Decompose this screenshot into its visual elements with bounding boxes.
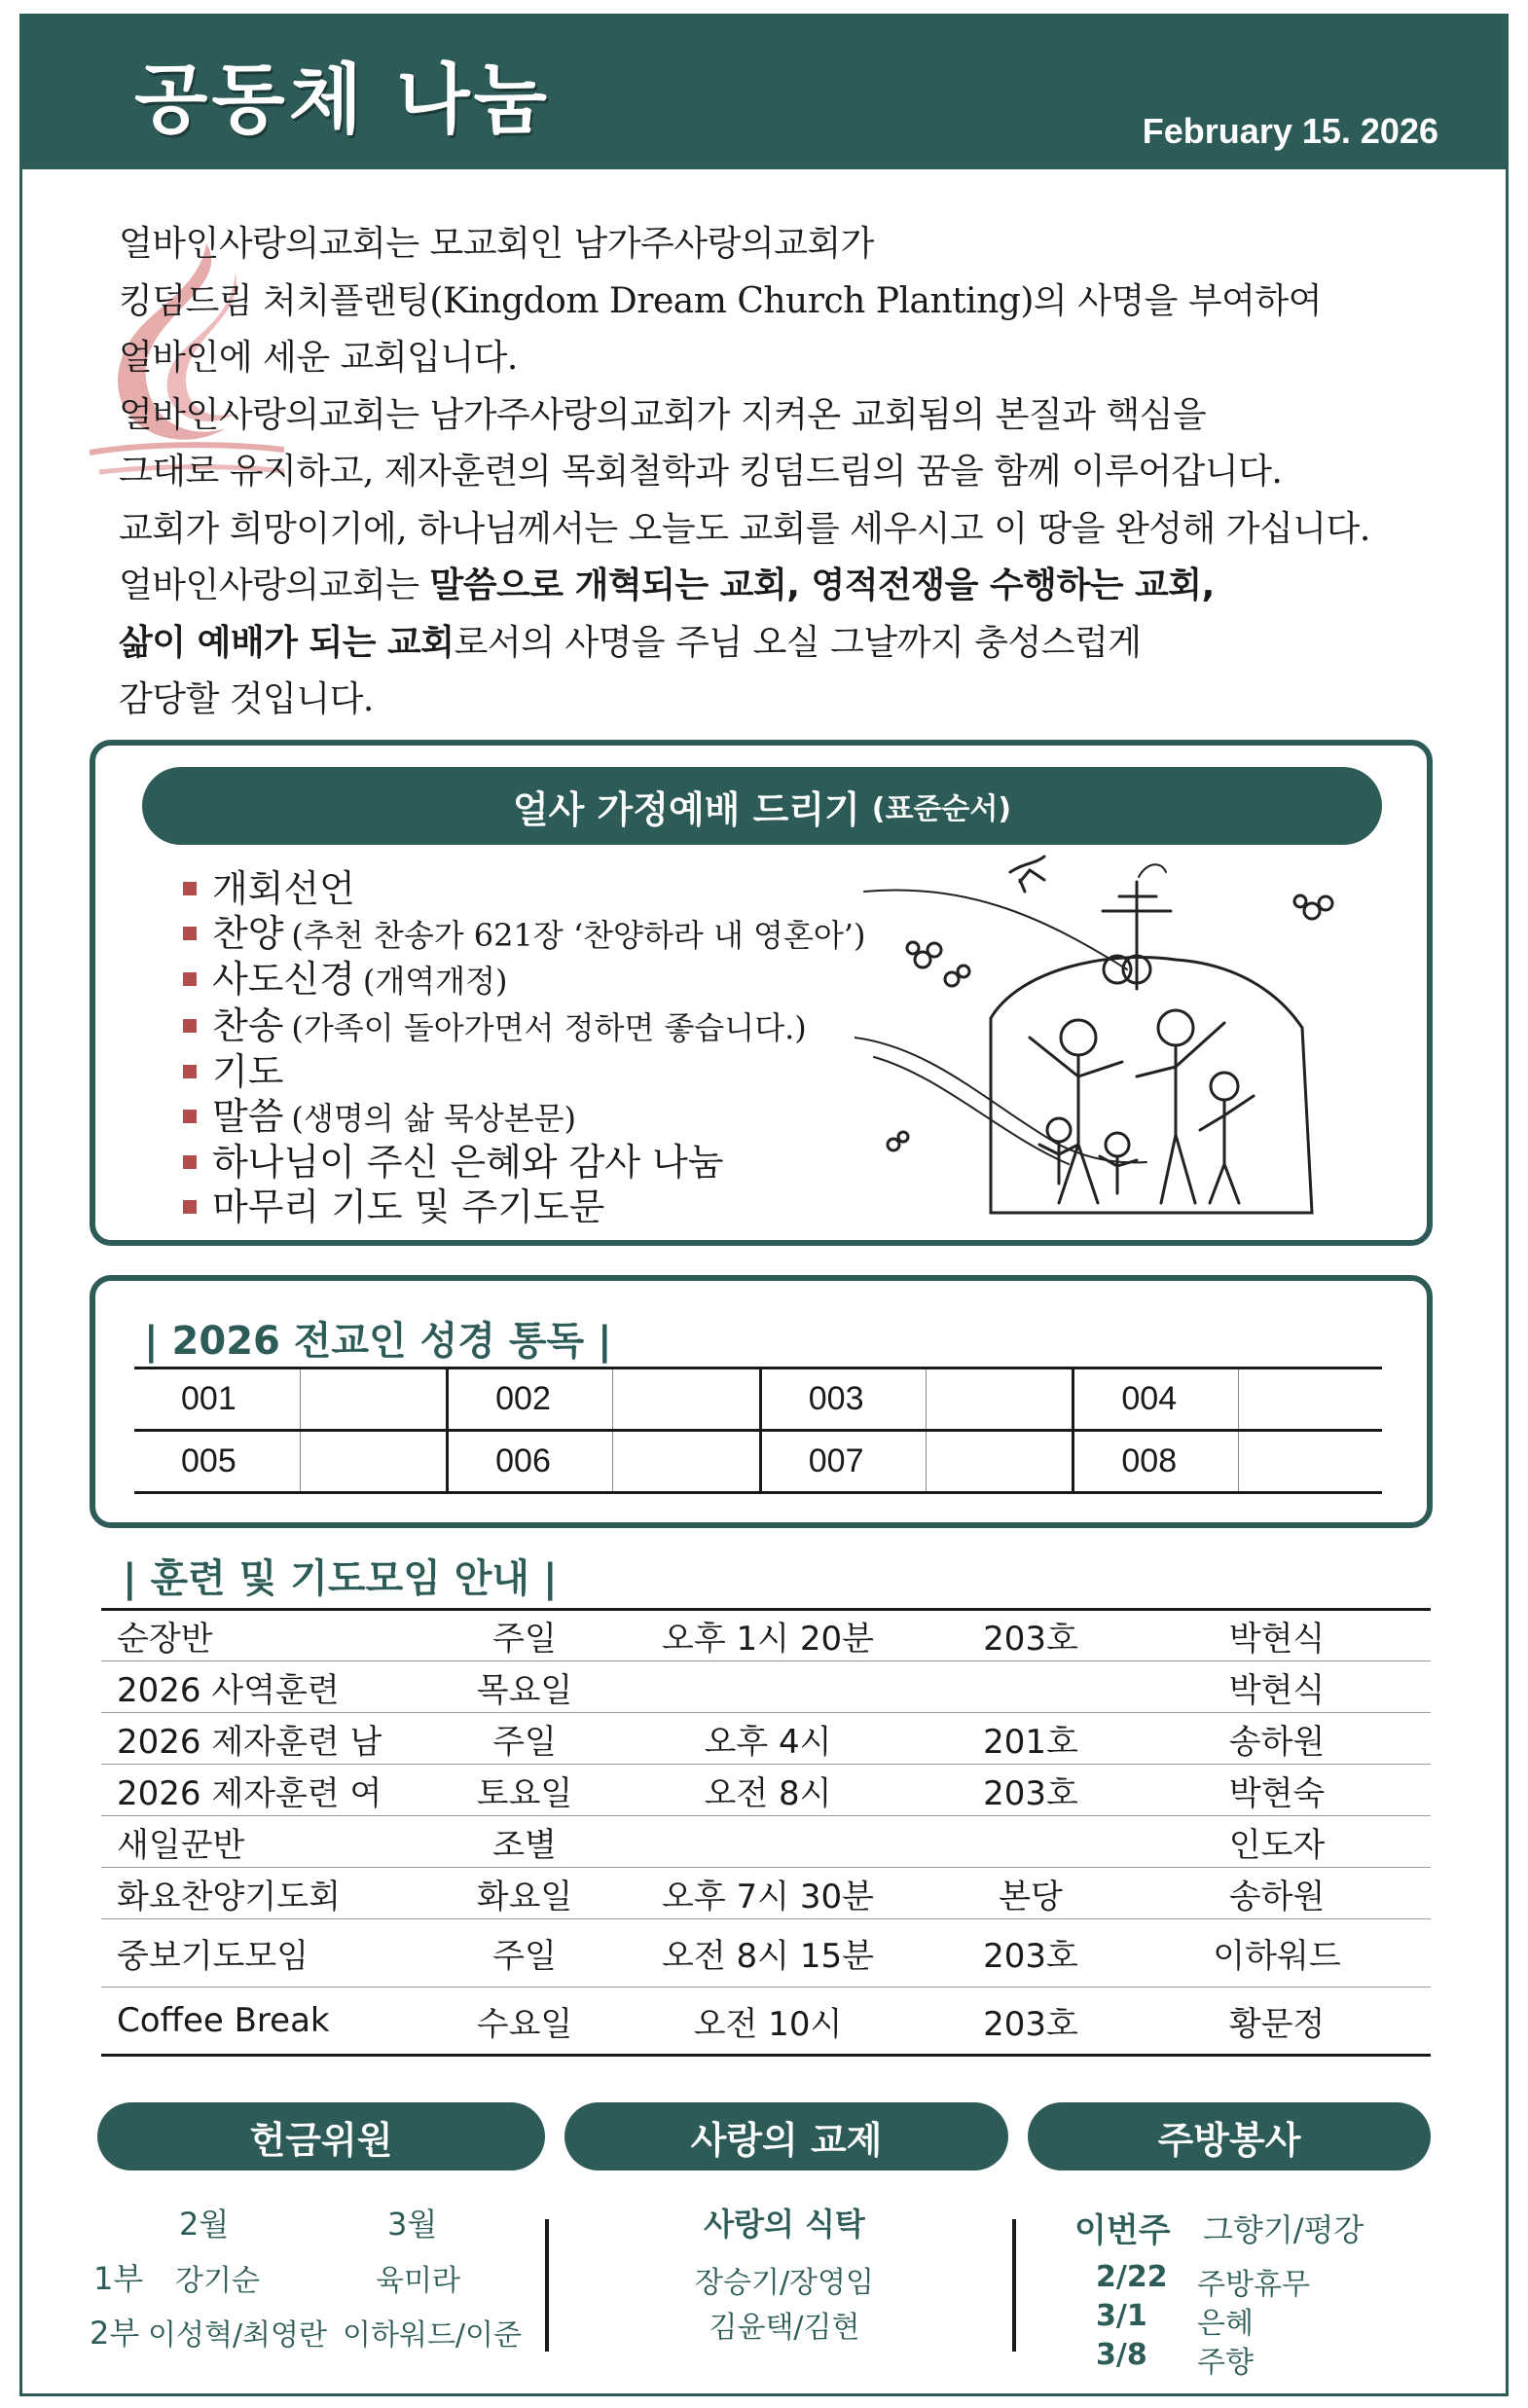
intro-line: 감당할 것입니다. bbox=[119, 679, 374, 719]
offering-month: 3월 bbox=[387, 2206, 438, 2243]
list-item bbox=[183, 1095, 865, 1142]
list-item bbox=[183, 912, 865, 959]
program-time: 오후 4시 bbox=[704, 1722, 832, 1762]
intro-line: 킹덤드림 처치플랜팅(Kingdom Dream Church Planting)의 사명을 부여하여 bbox=[119, 280, 1322, 321]
program-room: 203호 bbox=[983, 1937, 1078, 1976]
kitchen-team: 주향 bbox=[1197, 2346, 1254, 2380]
family-church-illustration-icon bbox=[855, 853, 1400, 1232]
table-row bbox=[101, 1988, 1431, 2056]
program-room: 203호 bbox=[983, 2004, 1078, 2044]
intro-line: 얼바인에 세운 교회입니다. bbox=[119, 338, 518, 378]
offering-member: 이하워드/이준 bbox=[343, 2318, 522, 2353]
program-room bbox=[938, 1816, 1123, 1868]
program-name: 순장반 bbox=[117, 1620, 213, 1659]
reading-number: 006 bbox=[448, 1431, 613, 1493]
program-room: 201호 bbox=[983, 1722, 1078, 1762]
table-row bbox=[101, 1919, 1431, 1988]
program-leader: 이하워드 bbox=[1213, 1937, 1341, 1976]
program-leader: 인도자 bbox=[1228, 1825, 1326, 1865]
intro-line: 그대로 유지하고, 제자훈련의 목회철학과 킹덤드림의 꿈을 함께 이루어갑니다. bbox=[119, 452, 1283, 492]
bible-reading-box bbox=[90, 1275, 1433, 1528]
list-item bbox=[183, 867, 865, 912]
table-row bbox=[101, 1765, 1431, 1816]
program-time: 오후 7시 30분 bbox=[662, 1877, 874, 1916]
square-bullet-icon bbox=[183, 1200, 197, 1214]
reading-check-cell[interactable] bbox=[613, 1431, 761, 1493]
reading-number: 001 bbox=[134, 1368, 300, 1431]
square-bullet-icon bbox=[183, 1155, 197, 1169]
intro-line bbox=[119, 558, 1462, 615]
bible-reading-title: | 2026 전교인 성경 통독 | bbox=[144, 1319, 612, 1364]
program-name: 2026 사역훈련 bbox=[117, 1670, 340, 1710]
order-label: 찬양 bbox=[212, 911, 284, 955]
program-time: 오전 10시 bbox=[693, 2004, 843, 2044]
program-time bbox=[598, 1661, 938, 1713]
program-name: 화요찬양기도회 bbox=[117, 1877, 341, 1916]
list-item bbox=[183, 1004, 865, 1051]
order-label: 기도 bbox=[212, 1050, 284, 1093]
order-note: (추천 찬송가 621장 ‘찬양하라 내 영혼아’) bbox=[291, 916, 866, 954]
fellowship-title: 사랑의 교제 bbox=[564, 2102, 1008, 2171]
table-row bbox=[101, 1868, 1431, 1919]
intro-line: 교회가 희망이기에, 하나님께서는 오늘도 교회를 세우시고 이 땅을 완성해 가십니다. bbox=[119, 508, 1370, 549]
program-leader: 송하원 bbox=[1228, 1877, 1326, 1916]
program-room: 203호 bbox=[983, 1620, 1078, 1659]
program-name: 중보기도모임 bbox=[117, 1937, 309, 1976]
reading-check-cell[interactable] bbox=[300, 1431, 448, 1493]
worship-order-list bbox=[183, 867, 865, 1229]
program-day: 토요일 bbox=[476, 1773, 573, 1813]
table-row bbox=[101, 1661, 1431, 1713]
square-bullet-icon bbox=[183, 1110, 197, 1123]
reading-number: 005 bbox=[134, 1431, 300, 1493]
program-leader: 박현숙 bbox=[1228, 1773, 1326, 1813]
table-row bbox=[101, 1610, 1431, 1661]
program-leader: 박현식 bbox=[1228, 1620, 1326, 1659]
column-divider bbox=[1012, 2219, 1016, 2352]
kitchen-date: 2/22 bbox=[1096, 2260, 1168, 2294]
service-label: 2부 bbox=[90, 2315, 140, 2352]
square-bullet-icon bbox=[183, 972, 197, 986]
program-day: 주일 bbox=[492, 1722, 557, 1762]
table-row bbox=[134, 1431, 1382, 1493]
program-name: 2026 제자훈련 여 bbox=[117, 1773, 382, 1813]
table-row bbox=[101, 1816, 1431, 1868]
program-day: 주일 bbox=[492, 1937, 557, 1976]
offering-committee-title: 헌금위원 bbox=[97, 2102, 545, 2171]
reading-check-cell[interactable] bbox=[926, 1368, 1073, 1431]
program-day: 목요일 bbox=[476, 1670, 573, 1710]
offering-member: 강기순 bbox=[175, 2264, 260, 2298]
program-room: 본당 bbox=[999, 1877, 1063, 1916]
intro-emphasis: 말씀으로 개혁되는 교회, 영적전쟁을 수행하는 교회, bbox=[429, 566, 1215, 605]
order-note: (가족이 돌아가면서 정하면 좋습니다.) bbox=[291, 1008, 807, 1046]
program-time: 오후 1시 20분 bbox=[662, 1620, 874, 1659]
program-leader: 송하원 bbox=[1228, 1722, 1326, 1762]
bible-reading-grid bbox=[134, 1367, 1382, 1494]
program-time bbox=[598, 1816, 938, 1868]
reading-check-cell[interactable] bbox=[613, 1368, 761, 1431]
church-mission-statement bbox=[119, 216, 1462, 729]
reading-check-cell[interactable] bbox=[1239, 1431, 1382, 1493]
kitchen-team: 은혜 bbox=[1197, 2307, 1254, 2341]
list-item bbox=[183, 1141, 865, 1186]
kitchen-team: 주방휴무 bbox=[1197, 2268, 1310, 2302]
list-item bbox=[183, 1050, 865, 1095]
table-row bbox=[134, 1368, 1382, 1431]
intro-line: 얼바인사랑의교회는 모교회인 남가주사랑의교회가 bbox=[119, 224, 874, 264]
offering-member: 육미라 bbox=[376, 2264, 460, 2298]
this-week-label: 이번주 bbox=[1074, 2211, 1171, 2250]
program-day: 조별 bbox=[492, 1825, 557, 1865]
family-worship-title-text: 얼사 가정예배 드리기 bbox=[512, 787, 860, 831]
program-leader: 황문정 bbox=[1228, 2004, 1326, 2044]
order-label: 말씀 bbox=[212, 1094, 284, 1138]
program-day: 수요일 bbox=[476, 2004, 573, 2044]
order-note: (생명의 삶 묵상본문) bbox=[291, 1099, 577, 1137]
reading-number: 003 bbox=[760, 1368, 926, 1431]
service-label: 1부 bbox=[93, 2260, 144, 2297]
order-label: 찬송 bbox=[212, 1003, 284, 1047]
offering-member: 이성혁/최영란 bbox=[148, 2318, 327, 2353]
square-bullet-icon bbox=[183, 882, 197, 895]
reading-check-cell[interactable] bbox=[926, 1431, 1073, 1493]
program-name: Coffee Break bbox=[117, 2001, 330, 2040]
reading-number: 002 bbox=[448, 1368, 613, 1431]
table-row bbox=[101, 1713, 1431, 1765]
this-week-names: 그향기/평강 bbox=[1203, 2211, 1364, 2248]
square-bullet-icon bbox=[183, 1065, 197, 1078]
family-worship-subtitle: (표준순서) bbox=[871, 792, 1012, 826]
fellowship-names: 김윤택/김현 bbox=[709, 2311, 860, 2345]
reading-number: 004 bbox=[1073, 1368, 1239, 1431]
kitchen-service-title: 주방봉사 bbox=[1028, 2102, 1431, 2171]
program-day: 화요일 bbox=[476, 1877, 573, 1916]
intro-text: 로서의 사명을 주님 오실 그날까지 충성스럽게 bbox=[454, 622, 1142, 663]
reading-check-cell[interactable] bbox=[1239, 1368, 1382, 1431]
order-label: 하나님이 주신 은혜와 감사 나눔 bbox=[212, 1141, 724, 1184]
program-day: 주일 bbox=[492, 1620, 557, 1659]
kitchen-date: 3/8 bbox=[1096, 2338, 1147, 2372]
intro-text: 얼바인사랑의교회는 bbox=[119, 566, 430, 605]
intro-line bbox=[119, 615, 1462, 673]
reading-number: 007 bbox=[760, 1431, 926, 1493]
family-worship-title bbox=[142, 767, 1382, 845]
offering-month: 2월 bbox=[179, 2206, 230, 2243]
kitchen-date: 3/1 bbox=[1096, 2299, 1147, 2333]
bulletin-date: February 15. 2026 bbox=[1142, 111, 1438, 151]
program-time: 오전 8시 15분 bbox=[662, 1937, 874, 1976]
intro-emphasis: 삶이 예배가 되는 교회 bbox=[119, 622, 455, 663]
order-label: 개회선언 bbox=[212, 867, 355, 910]
order-label: 사도신경 bbox=[212, 958, 355, 1001]
program-time: 오전 8시 bbox=[704, 1773, 832, 1813]
intro-line: 얼바인사랑의교회는 남가주사랑의교회가 지켜온 교회됨의 본질과 핵심을 bbox=[119, 394, 1207, 435]
page-title: 공동체 나눔 bbox=[134, 56, 551, 144]
program-name: 새일꾼반 bbox=[117, 1825, 245, 1865]
list-item bbox=[183, 958, 865, 1004]
header-bar bbox=[19, 14, 1509, 169]
program-room: 203호 bbox=[983, 1773, 1078, 1813]
program-name: 2026 제자훈련 남 bbox=[117, 1722, 382, 1762]
order-label: 마무리 기도 및 주기도문 bbox=[212, 1185, 605, 1228]
reading-check-cell[interactable] bbox=[300, 1368, 448, 1431]
square-bullet-icon bbox=[183, 1019, 197, 1033]
training-schedule-table bbox=[101, 1608, 1431, 2057]
column-divider bbox=[545, 2219, 549, 2352]
training-title: | 훈련 및 기도모임 안내 | bbox=[123, 1556, 558, 1601]
reading-number: 008 bbox=[1073, 1431, 1239, 1493]
program-leader: 박현식 bbox=[1228, 1670, 1326, 1710]
fellowship-names: 장승기/장영임 bbox=[695, 2266, 874, 2300]
order-note: (개역개정) bbox=[362, 963, 508, 1000]
square-bullet-icon bbox=[183, 927, 197, 940]
love-table-subtitle: 사랑의 식탁 bbox=[704, 2206, 865, 2243]
family-worship-box bbox=[90, 740, 1433, 1246]
list-item bbox=[183, 1186, 865, 1230]
program-room bbox=[938, 1661, 1123, 1713]
